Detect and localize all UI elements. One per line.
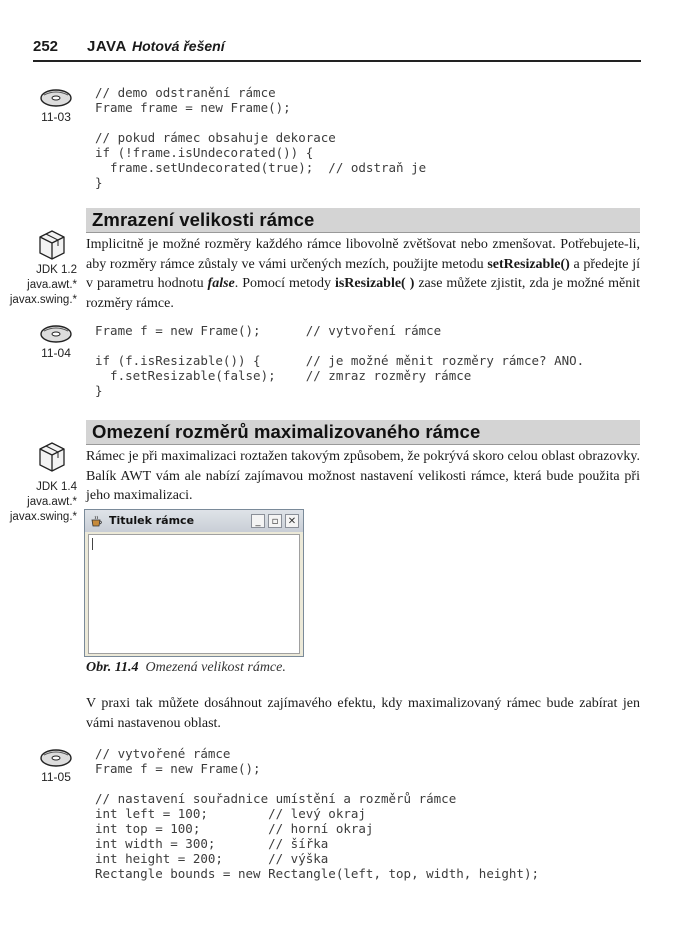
cd-icon bbox=[40, 322, 72, 344]
listing-label: 11-04 bbox=[41, 346, 71, 360]
code-listing: // demo odstranění rámce Frame frame = new Frame(); // pokud rámec obsahuje dekorace if (!frame.isUndecorated()) { frame.setUndecorated(true); // odstraň je } bbox=[95, 85, 427, 190]
window-client-area bbox=[88, 534, 300, 654]
coffee-cup-icon bbox=[90, 514, 104, 528]
jdk-package: javax.swing.* bbox=[9, 294, 77, 306]
text-cursor bbox=[92, 538, 93, 550]
jdk-info bbox=[0, 263, 77, 308]
minimize-icon[interactable]: _ bbox=[251, 514, 265, 528]
section-heading: Zmrazení velikosti rámce bbox=[86, 208, 640, 233]
paragraph: Implicitně je možné rozměry každého rámce libovolně zvětšovat nebo zmenšovat. Potřebujete-li, aby rozměry rámce zůstaly ve vámi určených mezích, použijte metodu setResizable() a předejte jí v parametru hodnotu false. Pomocí metody isResizable( ) zase můžete zjistit, zda je možné měnit rozměry rámce. bbox=[86, 237, 640, 311]
page-number: 252 bbox=[33, 38, 59, 55]
figure-caption: Obr. 11.4 Omezená velikost rámce. bbox=[86, 660, 286, 675]
jdk-version: JDK 1.4 bbox=[36, 481, 77, 493]
code-listing: Frame f = new Frame(); // vytvoření rámce if (f.isResizable()) { // je možné měnit rozměry rámce? ANO. f.setResizable(false); // zmraz rozměry rámce } bbox=[95, 323, 585, 398]
paragraph: V praxi tak můžete dosáhnout zajímavého efektu, kdy maximalizovaný rámec bude zabírat jen vámi nastavenou oblast. bbox=[86, 696, 640, 731]
jdk-package: javax.swing.* bbox=[9, 511, 77, 523]
book-subtitle: Hotová řešení bbox=[132, 38, 225, 54]
section-heading: Omezení rozměrů maximalizovaného rámce bbox=[86, 420, 640, 445]
listing-label: 11-03 bbox=[41, 110, 71, 124]
jdk-version: JDK 1.2 bbox=[36, 264, 77, 276]
listing-label: 11-05 bbox=[41, 770, 71, 784]
paragraph: Rámec je při maximalizaci roztažen takovým způsobem, že pokrývá skoro celou oblast obrazovky. Balík AWT vám ale nabízí zajímavou možnost nastavení velikosti rámce, která bude použita při jeho maximalizaci. bbox=[86, 449, 640, 504]
jdk-info bbox=[0, 480, 77, 525]
close-icon[interactable]: ✕ bbox=[285, 514, 299, 528]
code-listing: // vytvořené rámce Frame f = new Frame(); // nastavení souřadnice umístění a rozměrů rámce int left = 100; // levý okraj int top = 100; // horní okraj int width = 300; // šířka int height = 200; // výška Rectangle bounds = new Rectangle(left, top, width, height); bbox=[95, 746, 540, 881]
frame-window-screenshot bbox=[84, 509, 304, 657]
jdk-package: java.awt.* bbox=[27, 279, 77, 291]
maximize-icon[interactable]: ▫ bbox=[268, 514, 282, 528]
jdk-package: java.awt.* bbox=[27, 496, 77, 508]
window-title: Titulek rámce bbox=[109, 514, 195, 527]
cd-icon bbox=[40, 86, 72, 108]
cd-icon bbox=[40, 746, 72, 768]
package-icon bbox=[37, 441, 67, 473]
package-icon bbox=[37, 229, 67, 261]
window-titlebar bbox=[85, 510, 303, 532]
book-title: JAVA bbox=[87, 38, 127, 55]
header-rule bbox=[33, 60, 641, 62]
